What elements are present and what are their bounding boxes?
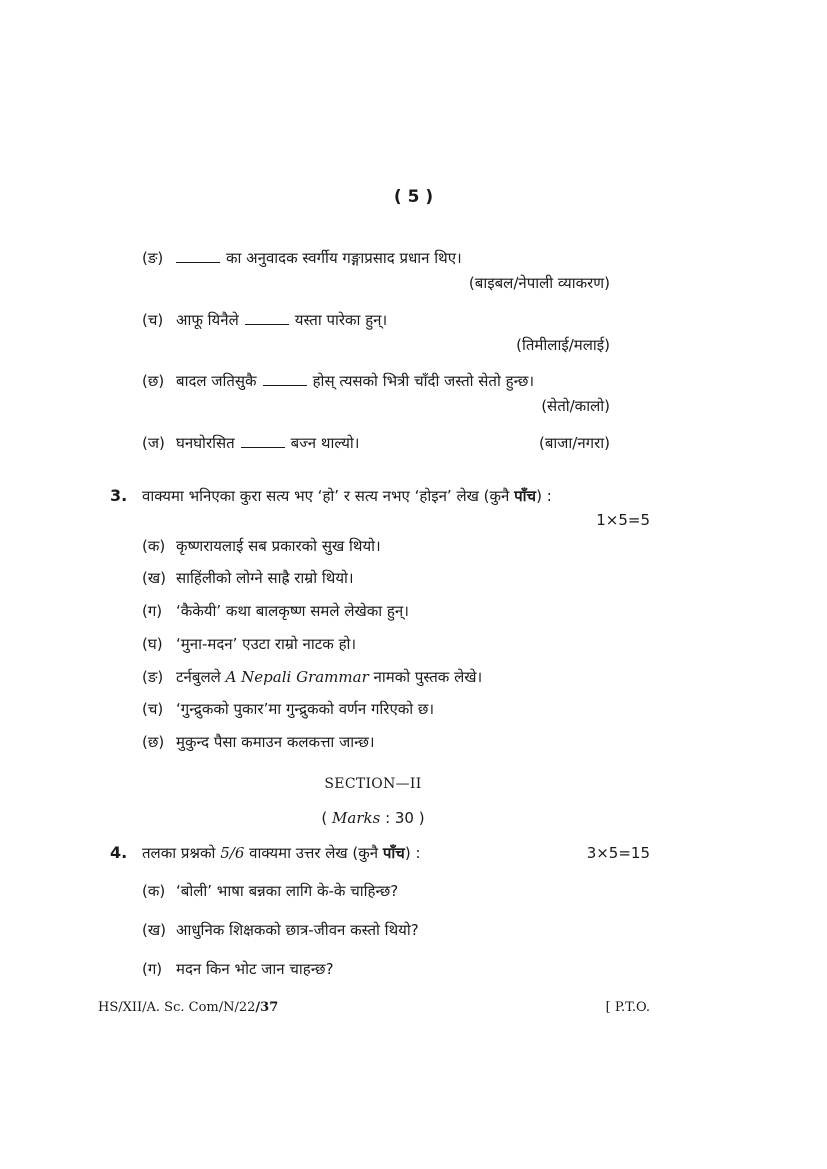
q2-options: (बाइबल/नेपाली व्याकरण) [468, 274, 610, 292]
q3-marks: 1×5=5 [596, 511, 650, 529]
q2-item-ja: (ज) घनघोरसित बज्न थाल्यो। [142, 434, 360, 452]
q2-options: (बाजा/नगरा) [538, 434, 610, 452]
section-title: SECTION—II [324, 776, 422, 792]
pto-marker: [ P.T.O. [605, 1000, 650, 1015]
paper-code: HS/XII/A. Sc. Com/N/22/37 [98, 1000, 279, 1015]
q3-item: (ग) ‘कैकेयी’ कथा बालकृष्ण समले लेखेका हुन्। [142, 602, 409, 620]
fill-blank[interactable] [263, 373, 307, 386]
q3-heading: 3. वाक्यमा भनिएका कुरा सत्य भए ‘हो’ र सत्य नभए ‘होइन’ लेख (कुनै पाँच) : [110, 486, 552, 505]
q3-item: (क) कृष्णरायलाई सब प्रकारको सुख थियो। [142, 537, 381, 555]
fill-blank[interactable] [245, 312, 289, 325]
q3-item: (ङ) टर्नबुलले A Nepali Grammar नामको पुस्तक लेखे। [142, 668, 483, 686]
q2-item-cha: (च) आफू यिनैले यस्ता पारेका हुन्। [142, 311, 388, 329]
q3-item: (छ) मुकुन्द पैसा कमाउन कलकत्ता जान्छ। [142, 733, 375, 751]
question-number: 4. [110, 843, 128, 862]
question-number: 3. [110, 486, 128, 505]
q3-item: (च) ‘गुन्द्रुकको पुकार’मा गुन्द्रुकको वर्णन गरिएको छ। [142, 700, 435, 718]
q3-item: (ख) साहिंलीको लोग्ने साह्रै राम्रो थियो। [142, 569, 354, 587]
q2-item-nga: (ङ) का अनुवादक स्वर्गीय गङ्गाप्रसाद प्रधान थिए। [142, 249, 462, 267]
q4-marks: 3×5=15 [586, 844, 650, 862]
q4-item: (क) ‘बोली’ भाषा बन्नका लागि के-के चाहिन्छ? [142, 882, 399, 900]
q2-options: (तिमीलाई/मलाई) [516, 336, 610, 354]
page-number: ( 5 ) [393, 187, 434, 207]
section-marks: ( Marks : 30 ) [321, 809, 425, 827]
fill-blank[interactable] [176, 250, 220, 263]
q3-item: (घ) ‘मुना-मदन’ एउटा राम्रो नाटक हो। [142, 635, 357, 653]
q4-item: (ख) आधुनिक शिक्षकको छात्र-जीवन कस्तो थियो? [142, 921, 419, 939]
q4-heading: 4. तलका प्रश्नको 5/6 वाक्यमा उत्तर लेख (कुनै पाँच) : [110, 843, 421, 862]
q2-options: (सेतो/कालो) [541, 397, 610, 415]
q4-item: (ग) मदन किन भोट जान चाहन्छ? [142, 960, 334, 978]
q2-item-chha: (छ) बादल जतिसुकै होस् त्यसको भित्री चाँदी जस्तो सेतो हुन्छ। [142, 372, 535, 390]
fill-blank[interactable] [241, 435, 285, 448]
